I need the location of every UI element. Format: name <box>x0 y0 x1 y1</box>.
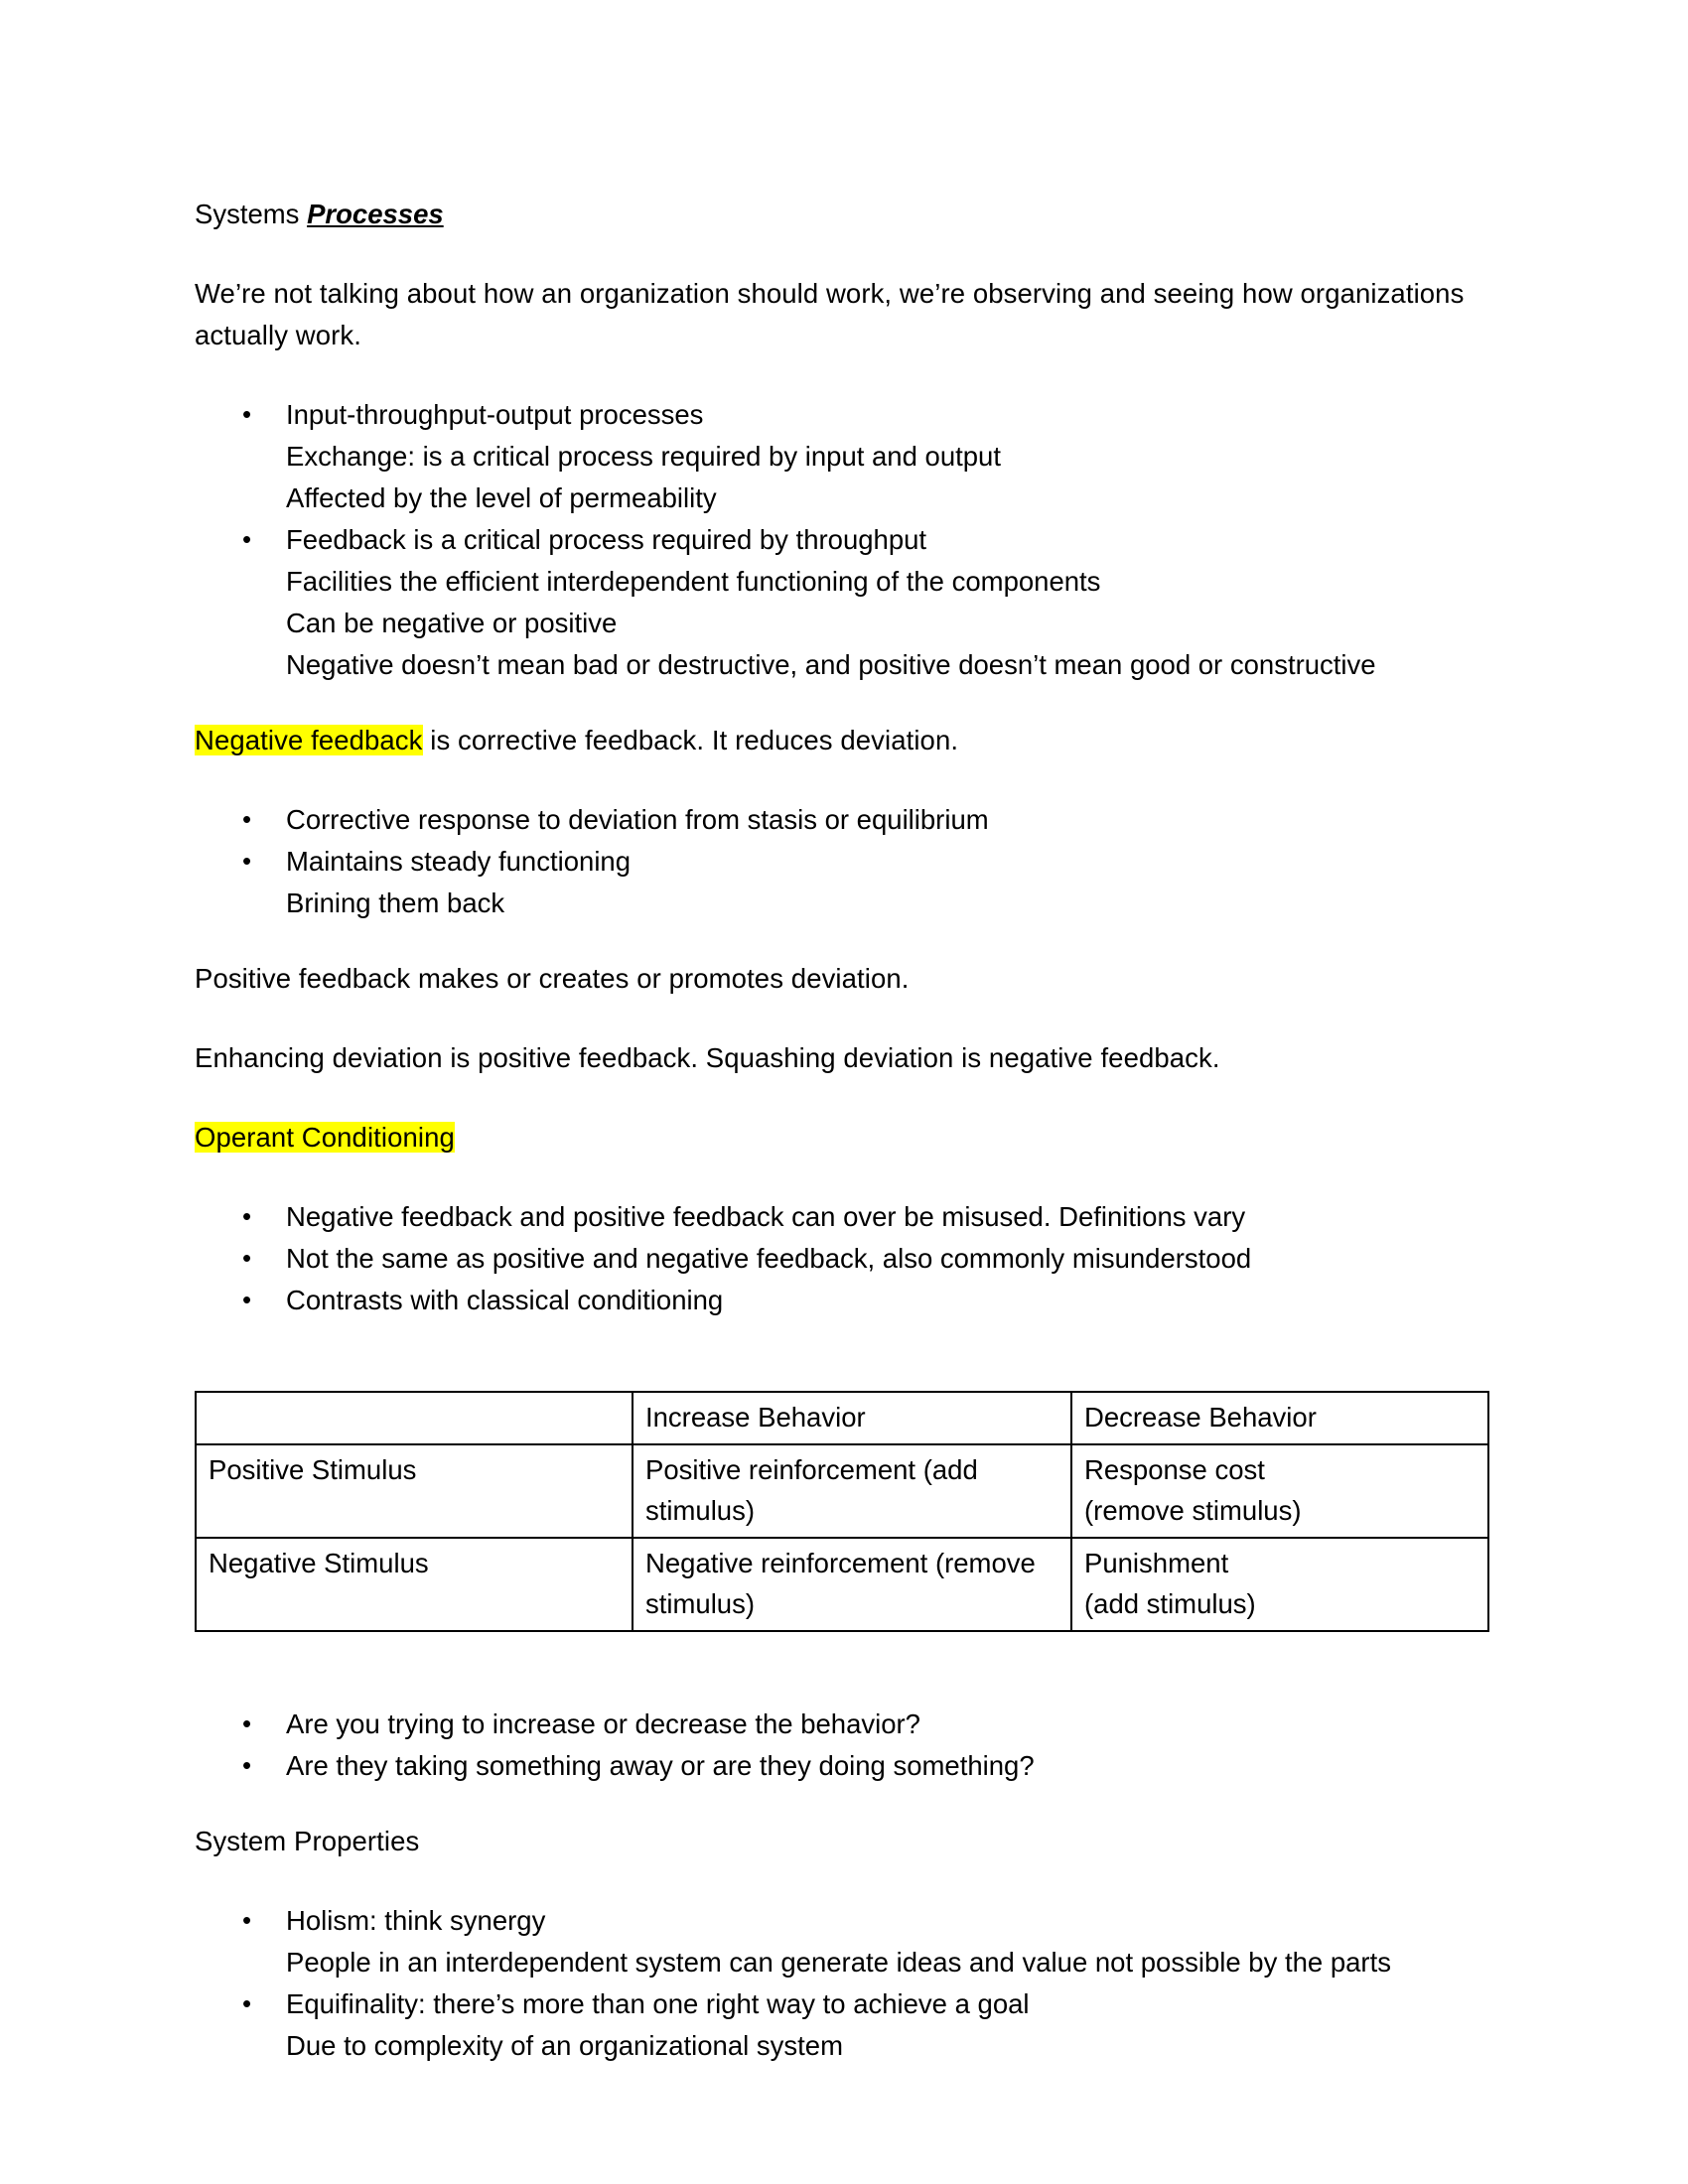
column-header-increase-behavior: Increase Behavior <box>633 1392 1071 1444</box>
bullet-text: Corrective response to deviation from stasis or equilibrium <box>286 804 989 835</box>
column-header-decrease-behavior: Decrease Behavior <box>1071 1392 1488 1444</box>
cell-negative-reinforcement: Negative reinforcement (remove stimulus) <box>633 1538 1071 1631</box>
bullet-text: Input-throughput-output processes <box>286 399 704 430</box>
sub-line: People in an interdependent system can generate ideas and value not possible by the parts <box>286 1947 1391 1978</box>
row-label-negative-stimulus: Negative Stimulus <box>196 1538 633 1631</box>
processes-list <box>195 394 1485 686</box>
document-body <box>195 194 1485 2067</box>
list-item <box>195 519 1485 686</box>
list-item <box>195 1900 1485 1983</box>
bullet-text: Not the same as positive and negative feedback, also commonly misunderstood <box>286 1243 1252 1274</box>
list-item <box>195 799 1485 841</box>
bullet-text: Maintains steady functioning <box>286 846 632 877</box>
page-title <box>195 194 1485 235</box>
spacer <box>195 1632 1485 1704</box>
sub-line: Negative doesn’t mean bad or destructive, and positive doesn’t mean good or constructive <box>286 649 1376 680</box>
row-label-positive-stimulus: Positive Stimulus <box>196 1444 633 1538</box>
negative-feedback-list <box>195 799 1485 924</box>
cell-positive-reinforcement: Positive reinforcement (add stimulus) <box>633 1444 1071 1538</box>
list-item <box>195 1704 1485 1745</box>
sub-line: Affected by the level of permeability <box>286 482 717 513</box>
list-item <box>195 1238 1485 1280</box>
table-row <box>196 1538 1488 1631</box>
sub-line: Due to complexity of an organizational system <box>286 2030 843 2061</box>
page-title-prefix: Systems <box>195 199 308 229</box>
highlighted-heading-text: Operant Conditioning <box>195 1122 455 1153</box>
bullet-text: Feedback is a critical process required by throughput <box>286 524 927 555</box>
cell-punishment: Punishment (add stimulus) <box>1071 1538 1488 1631</box>
system-properties-heading: System Properties <box>195 1826 420 1856</box>
cell-response-cost: Response cost (remove stimulus) <box>1071 1444 1488 1538</box>
table-header-row <box>196 1392 1488 1444</box>
bullet-text: Are they taking something away or are they doing something? <box>286 1750 1035 1781</box>
table-row <box>196 1444 1488 1538</box>
bullet-text: Negative feedback and positive feedback can over be misused. Definitions vary <box>286 1201 1246 1232</box>
bullet-text: Are you trying to increase or decrease the behavior? <box>286 1708 920 1739</box>
bullet-text: Contrasts with classical conditioning <box>286 1285 724 1315</box>
list-item <box>195 394 1485 519</box>
page-title-emphasis: Processes <box>307 199 444 229</box>
table-corner-cell <box>196 1392 633 1444</box>
bullet-text: Holism: think synergy <box>286 1905 546 1936</box>
sub-line: Exchange: is a critical process required by input and output <box>286 441 1001 472</box>
questions-list <box>195 1704 1485 1787</box>
enhancing-deviation-paragraph: Enhancing deviation is positive feedback. Squashing deviation is negative feedback. <box>195 1042 1220 1073</box>
list-item <box>195 1280 1485 1321</box>
spacer <box>195 1355 1485 1391</box>
negative-feedback-definition <box>195 720 1485 761</box>
system-properties-list <box>195 1900 1485 2067</box>
list-item <box>195 1983 1485 2067</box>
list-item <box>195 1196 1485 1238</box>
negative-feedback-rest: is corrective feedback. It reduces deviation. <box>422 725 959 755</box>
highlighted-term: Negative feedback <box>195 725 423 755</box>
sub-line: Facilities the efficient interdependent functioning of the components <box>286 566 1101 597</box>
operant-conditioning-table <box>195 1391 1489 1632</box>
list-item <box>195 1745 1485 1787</box>
sub-line: Brining them back <box>286 887 505 918</box>
operant-conditioning-list <box>195 1196 1485 1321</box>
operant-conditioning-heading <box>195 1117 1485 1159</box>
list-item <box>195 841 1485 924</box>
positive-feedback-paragraph: Positive feedback makes or creates or promotes deviation. <box>195 963 910 994</box>
intro-paragraph: We’re not talking about how an organization should work, we’re observing and seeing how organizations actually work. <box>195 278 1465 350</box>
sub-line: Can be negative or positive <box>286 608 618 638</box>
bullet-text: Equifinality: there’s more than one right way to achieve a goal <box>286 1988 1030 2019</box>
